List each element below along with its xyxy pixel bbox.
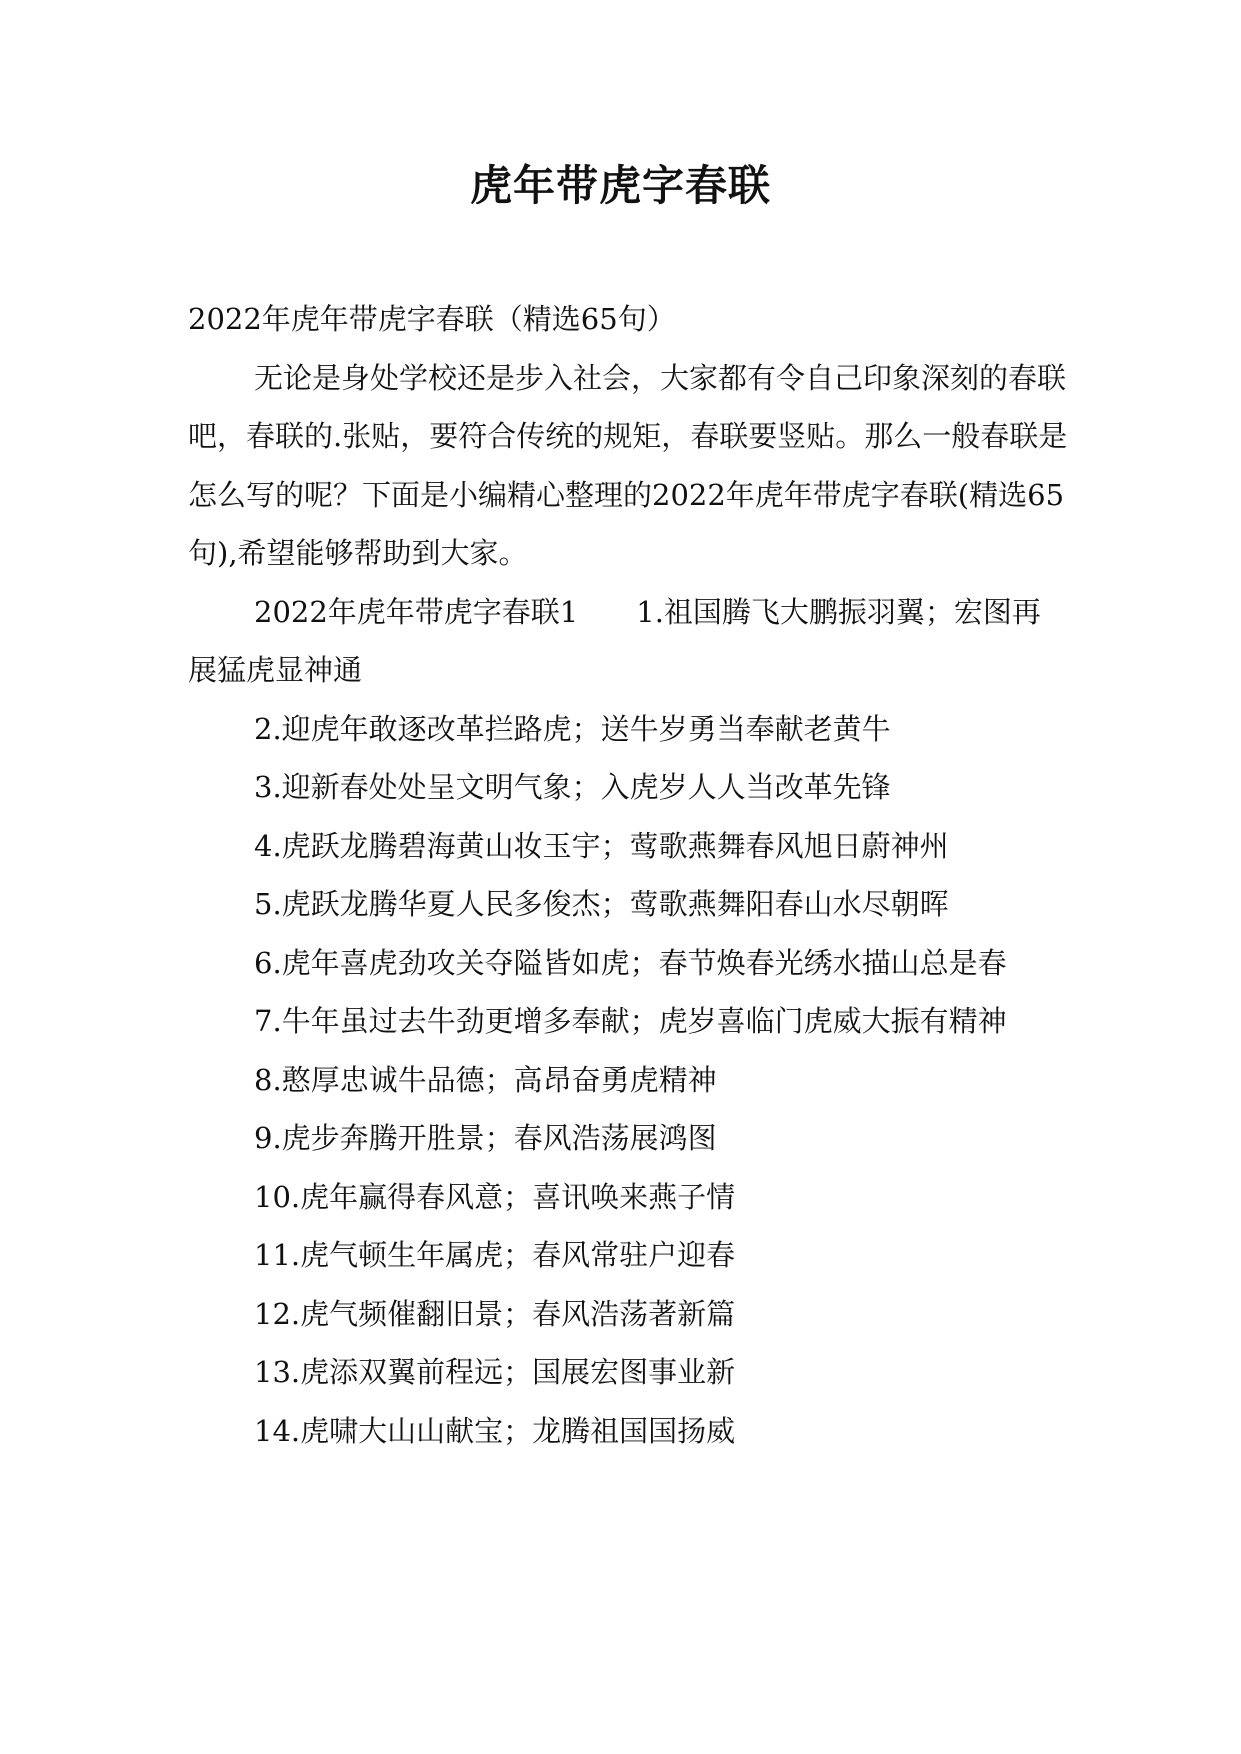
paragraph: 13.虎添双翼前程远；国展宏图事业新 [254, 1355, 736, 1389]
paragraph: 12.虎气频催翻旧景；春风浩荡著新篇 [254, 1296, 736, 1331]
paragraph: 9.虎步奔腾开胜景；春风浩荡展鸿图 [254, 1121, 717, 1155]
paragraph: 5.虎跃龙腾华夏人民多俊杰；莺歌燕舞阳春山水尽朝晖 [254, 887, 949, 921]
paragraph: 14.虎啸大山山献宝；龙腾祖国国扬威 [254, 1413, 736, 1448]
paragraph: 2022年虎年带虎字春联（精选65句） [188, 302, 676, 336]
document-body [188, 290, 1068, 1460]
paragraph: 4.虎跃龙腾碧海黄山妆玉宇；莺歌燕舞春风旭日蔚神州 [254, 828, 949, 863]
document-title: 虎年带虎字春联 [469, 161, 771, 210]
paragraph: 无论是身处学校还是步入社会，大家都有令自己印象深刻的春联吧，春联的.张贴，要符合传统的规矩，春联要竖贴。那么一般春联是怎么写的呢？下面是小编精心整理的2022年虎年带虎字春联(精选65句),希望能够帮助到大家。 [188, 360, 1068, 570]
paragraph: 6.虎年喜虎劲攻关夺隘皆如虎；春节焕春光绣水描山总是春 [254, 945, 1007, 980]
paragraph: 3.迎新春处处呈文明气象；入虎岁人人当改革先锋 [254, 770, 891, 804]
paragraph: 10.虎年赢得春风意；喜讯唤来燕子情 [254, 1179, 736, 1214]
paragraph: 8.憨厚忠诚牛品德；高昂奋勇虎精神 [254, 1062, 717, 1097]
paragraph: 7.牛年虽过去牛劲更增多奉献；虎岁喜临门虎威大振有精神 [254, 1004, 1007, 1038]
paragraph: 11.虎气顿生年属虎；春风常驻户迎春 [254, 1238, 736, 1272]
paragraph: 2022年虎年带虎字春联1 1.祖国腾飞大鹏振羽翼；宏图再展猛虎显神通 [188, 594, 1041, 687]
paragraph: 2.迎虎年敢逐改革拦路虎；送牛岁勇当奉献老黄牛 [254, 711, 891, 746]
